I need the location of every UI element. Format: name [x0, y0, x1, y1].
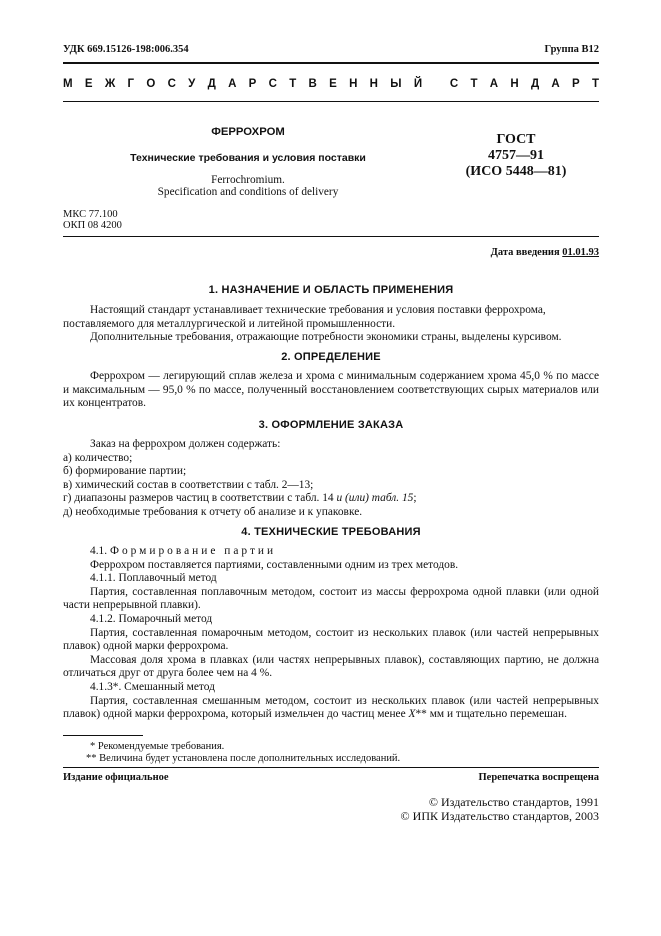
- title-letter: Ы: [390, 78, 402, 90]
- order-item-d: [63, 492, 599, 506]
- clause-4-1-2-text-2: Массовая доля хрома в плавках (или частях непрерывных плавок), составляющих партию, не должна отличаться друг от друга более чем на 4 %.: [63, 653, 599, 680]
- top-rule: [63, 62, 599, 64]
- section-1-para-2: Дополнительные требования, отражающие потребности экономики страны, выделены курсивом.: [90, 331, 562, 344]
- gost-label: ГОСТ: [496, 132, 536, 147]
- doc-subtitle: Технические требования и условия поставки: [130, 152, 366, 164]
- doc-en-subtitle: Specification and conditions of delivery: [157, 186, 339, 198]
- section-4-body: [63, 545, 599, 722]
- section-3-title: 3. ОФОРМЛЕНИЕ ЗАКАЗА: [258, 419, 404, 431]
- title-letter: Р: [572, 78, 580, 90]
- title-letter: У: [188, 78, 196, 90]
- interstate-standard-title: [63, 78, 599, 90]
- title-letter: А: [551, 78, 560, 90]
- clause-4-1-number: 4.1.: [90, 545, 108, 557]
- title-rule: [63, 101, 599, 102]
- title-letter: Н: [510, 78, 519, 90]
- footnote-1: * Рекомендуемые требования.: [90, 741, 225, 752]
- title-letter: С: [449, 78, 459, 90]
- gost-number: 4757—91: [488, 148, 544, 163]
- title-letter: Н: [349, 78, 358, 90]
- order-item-a: а) количество;: [63, 451, 133, 464]
- copyright-2003: © ИПК Издательство стандартов, 2003: [400, 809, 599, 823]
- section-1-title: 1. НАЗНАЧЕНИЕ И ОБЛАСТЬ ПРИМЕНЕНИЯ: [208, 284, 454, 296]
- section-3-body: [63, 438, 599, 520]
- clause-4-1-3-text-a: Партия, составленная смешанным методом, состоит из нескольких плавок (или частей непрерывных плавок) одной марки феррохрома, который измельчен до частиц менее: [63, 694, 599, 721]
- title-letter: А: [489, 78, 499, 90]
- reprint-prohibited: Перепечатка воспрещена: [478, 772, 599, 783]
- section-2-para-1: Феррохром — легирующий сплав железа и хрома с минимальным содержанием хрома 45,0 % по массе и максимальным — 95,0 % по массе, полученный восстановлением соответствующих сырых материалов или их концентратов.: [63, 370, 599, 410]
- title-letter: Д: [207, 78, 216, 90]
- title-letter: А: [228, 78, 237, 90]
- udk-code: УДК 669.15126-198:006.354: [63, 44, 189, 55]
- title-letter: В: [308, 78, 317, 90]
- order-item-d-italic: и (или) табл. 15: [336, 492, 414, 505]
- section-2-title: 2. ОПРЕДЕЛЕНИЕ: [281, 351, 381, 363]
- doc-en-name: Ferrochromium.: [211, 174, 285, 186]
- clause-4-1-2-text-1: Партия, составленная помарочным методом, состоит из нескольких плавок (или частей непрерывных плавок) одной марки феррохрома.: [63, 626, 599, 653]
- section-3-intro: Заказ на феррохром должен содержать:: [90, 438, 281, 450]
- clause-4-1-3-text-b: ** мм и тщательно перемешан.: [415, 708, 567, 721]
- footnote-rule: [63, 735, 143, 736]
- title-letter: Т: [289, 78, 297, 90]
- title-letter: Ж: [104, 78, 116, 90]
- section-1-para-1b: поставляемого для металлургической и литейной промышленности.: [63, 317, 396, 330]
- order-item-b: б) формирование партии;: [63, 465, 187, 478]
- doc-name: ФЕРРОХРОМ: [211, 126, 285, 138]
- section-2-body: [63, 370, 599, 411]
- title-letter: С: [268, 78, 277, 90]
- footnote-2: ** Величина будет установлена после дополнительных исследований.: [86, 753, 401, 764]
- title-letter: Е: [84, 78, 93, 90]
- footer-rule: [63, 767, 599, 768]
- title-letter: О: [146, 78, 156, 90]
- official-edition: Издание официальное: [63, 772, 169, 783]
- intro-date-value: 01.01.93: [562, 247, 599, 258]
- intro-date: [491, 247, 599, 258]
- intro-date-label: Дата введения: [490, 247, 560, 258]
- title-letter: Е: [329, 78, 337, 90]
- clause-4-1-1-title: 4.1.1. Поплавочный метод: [90, 572, 217, 585]
- clause-4-1-3-title: 4.1.3*. Смешанный метод: [90, 680, 215, 693]
- clause-4-1-2-title: 4.1.2. Помарочный метод: [90, 612, 213, 625]
- section-1-para-1a: Настоящий стандарт устанавливает технические требования и условия поставки феррохрома,: [90, 304, 546, 316]
- title-letter: М: [63, 78, 73, 90]
- clause-4-1-title: Формирование партии: [109, 545, 277, 557]
- meta-rule: [63, 236, 599, 237]
- copyright-1991: © Издательство стандартов, 1991: [428, 795, 599, 809]
- section-4-title: 4. ТЕХНИЧЕСКИЕ ТРЕБОВАНИЯ: [241, 526, 421, 538]
- order-item-c: в) химический состав в соответствии с табл. 2—13;: [63, 478, 314, 491]
- title-letter: Г: [127, 78, 135, 90]
- clause-4-1: [63, 545, 599, 559]
- title-letter: Й: [413, 78, 423, 90]
- group-code: Группа В12: [544, 44, 599, 55]
- mks-code: МКС 77.100: [63, 209, 118, 220]
- clause-4-1-3-x: X: [408, 708, 416, 721]
- title-letter: Т: [591, 78, 599, 90]
- order-item-d-end: ;: [413, 492, 417, 505]
- title-letter: Д: [530, 78, 540, 90]
- clause-4-1-3-text: [63, 695, 599, 722]
- title-letter: Н: [369, 78, 378, 90]
- clause-4-1-text: Феррохром поставляется партиями, составленными одним из трех методов.: [90, 558, 459, 571]
- title-letter: Т: [470, 78, 478, 90]
- title-letter: Р: [248, 78, 257, 90]
- iso-number: (ИСО 5448—81): [465, 164, 567, 179]
- okp-code: ОКП 08 4200: [63, 220, 122, 231]
- section-1-body: [63, 304, 599, 345]
- clause-4-1-1-text: Партия, составленная поплавочным методом, состоит из массы феррохрома одной плавки (или одной части непрерывной плавки).: [63, 585, 599, 612]
- title-letter: С: [167, 78, 176, 90]
- order-item-d-text: г) диапазоны размеров частиц в соответствии с табл. 14: [63, 492, 337, 505]
- title-letter: [434, 78, 437, 90]
- order-item-e: д) необходимые требования к отчету об анализе и к упаковке.: [63, 505, 363, 518]
